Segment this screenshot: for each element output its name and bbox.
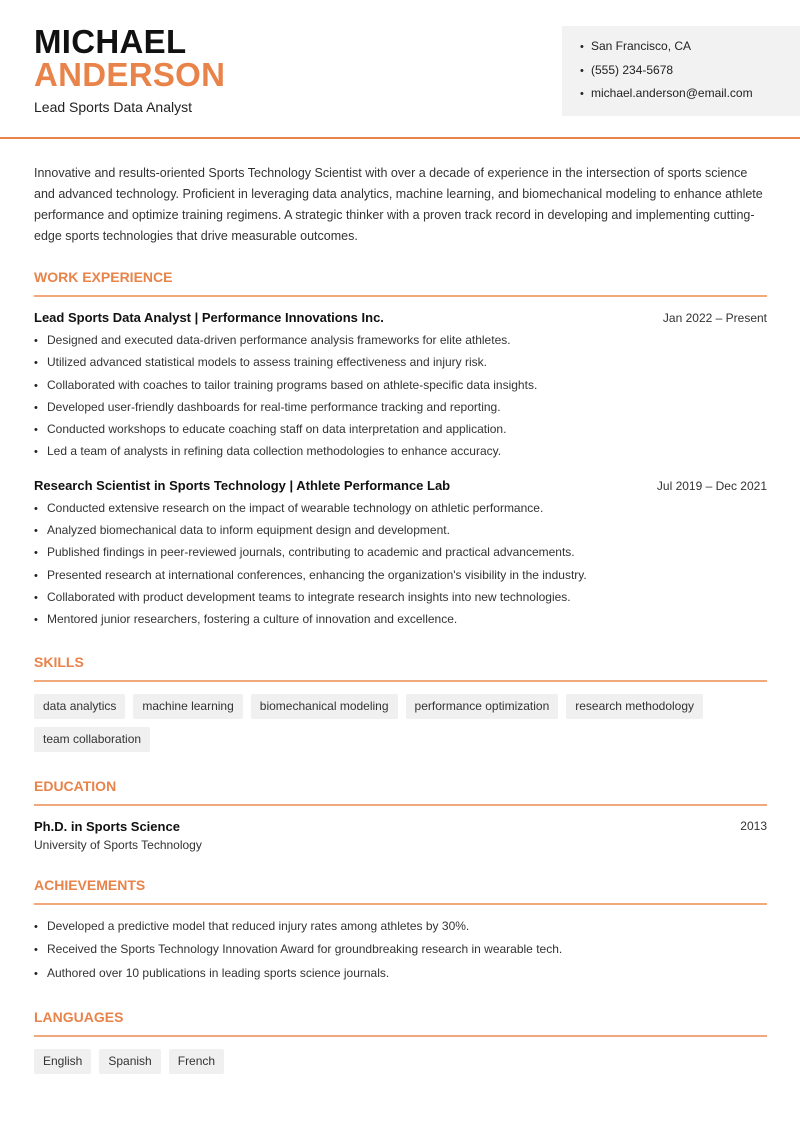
bullet-icon: • (34, 525, 38, 538)
section-title-skills: SKILLS (34, 653, 767, 682)
list-item (34, 441, 767, 463)
bullet-icon: • (580, 64, 584, 77)
job-header (34, 478, 767, 493)
skill-tag: machine learning (133, 694, 242, 719)
bullet-icon: • (34, 424, 38, 437)
list-item (34, 520, 767, 542)
skill-tag: team collaboration (34, 727, 150, 752)
bullet-icon: • (34, 379, 38, 392)
list-item (34, 397, 767, 419)
education-year: 2013 (740, 818, 767, 833)
list-item (34, 565, 767, 587)
job-dates: Jan 2022 – Present (662, 311, 767, 325)
bullet-icon: • (34, 920, 38, 933)
list-item (34, 609, 767, 631)
list-item (34, 352, 767, 374)
skill-tag: research methodology (566, 694, 703, 719)
list-item-text: Developed a predictive model that reduced injury rates among athletes by 30%. (47, 918, 470, 933)
job-role: Lead Sports Data Analyst | Performance Innovations Inc. (34, 310, 384, 325)
bullet-icon: • (34, 502, 38, 515)
first-name: MICHAEL (34, 23, 187, 60)
language-tags (34, 1049, 767, 1074)
education-entry (34, 819, 767, 852)
bullet-icon: • (34, 569, 38, 582)
list-item (34, 330, 767, 352)
list-item-text: Utilized advanced statistical models to assess training effectiveness and injury risk. (47, 355, 487, 370)
bullet-icon: • (34, 591, 38, 604)
achievements-list (34, 915, 767, 986)
job-entry (34, 478, 767, 632)
list-item (34, 962, 767, 986)
bullet-icon: • (34, 357, 38, 370)
list-item-text: Conducted workshops to educate coaching staff on data interpretation and application. (47, 422, 507, 437)
list-item (34, 938, 767, 962)
bullet-icon: • (34, 401, 38, 414)
bullet-icon: • (34, 547, 38, 560)
language-tag: French (169, 1049, 224, 1074)
contact-text[interactable]: michael.anderson@email.com (591, 86, 753, 100)
list-item-text: Analyzed biomechanical data to inform equipment design and development. (47, 523, 450, 538)
school-name: University of Sports Technology (34, 837, 202, 852)
bullet-icon: • (580, 88, 584, 100)
job-role: Research Scientist in Sports Technology | Athlete Performance Lab (34, 477, 451, 493)
contact-text: San Francisco, CA (591, 39, 692, 53)
list-item (34, 542, 767, 564)
bullet-icon: • (34, 614, 38, 627)
skill-tag: biomechanical modeling (251, 694, 398, 719)
skill-tag: data analytics (34, 694, 125, 719)
job-entry (34, 310, 767, 464)
degree: Ph.D. in Sports Science (34, 818, 180, 834)
last-name: ANDERSON (34, 56, 226, 93)
contact-phone (580, 62, 800, 86)
list-item-text: Collaborated with coaches to tailor training programs based on athlete-specific data insights. (47, 377, 538, 392)
resume-body (34, 163, 767, 1074)
bullet-icon: • (34, 944, 38, 957)
list-item-text: Authored over 10 publications in leading sports science journals. (47, 965, 390, 980)
contact-list (580, 38, 800, 109)
contact-box (562, 26, 800, 116)
section-title-languages: LANGUAGES (34, 1008, 767, 1037)
list-item (34, 419, 767, 441)
job-bullets (34, 330, 767, 464)
list-item-text: Led a team of analysts in refining data collection methodologies to enhance accuracy. (47, 444, 502, 459)
resume-header (0, 0, 800, 139)
education-header (34, 819, 767, 834)
section-title-work: WORK EXPERIENCE (34, 268, 767, 297)
list-item (34, 375, 767, 397)
list-item-text: Designed and executed data-driven performance analysis frameworks for elite athletes. (47, 333, 511, 347)
bullet-icon: • (34, 335, 38, 347)
contact-email[interactable] (580, 85, 800, 109)
bullet-icon: • (34, 967, 38, 980)
bullet-icon: • (34, 446, 38, 459)
list-item (34, 587, 767, 609)
section-title-education: EDUCATION (34, 777, 767, 806)
list-item-text: Conducted extensive research on the impact of wearable technology on athletic performance. (47, 500, 544, 515)
list-item (34, 498, 767, 520)
job-dates: Jul 2019 – Dec 2021 (656, 478, 767, 493)
job-header (34, 310, 767, 325)
job-title: Lead Sports Data Analyst (34, 99, 192, 115)
contact-text: (555) 234-5678 (591, 62, 674, 77)
list-item (34, 915, 767, 939)
list-item-text: Developed user-friendly dashboards for real-time performance tracking and reporting. (47, 399, 501, 414)
bullet-icon: • (580, 41, 584, 53)
language-tag: English (34, 1049, 91, 1074)
list-item-text: Presented research at international conferences, enhancing the organization's visibility in the industry. (47, 567, 587, 582)
list-item-text: Received the Sports Technology Innovation Award for groundbreaking research in wearable tech. (47, 942, 563, 957)
section-title-achievements: ACHIEVEMENTS (34, 876, 767, 905)
skills-tags (34, 694, 767, 752)
list-item-text: Collaborated with product development teams to integrate research insights into new technologies. (47, 589, 571, 604)
language-tag: Spanish (99, 1049, 160, 1074)
skill-tag: performance optimization (406, 694, 559, 719)
list-item-text: Published findings in peer-reviewed journals, contributing to academic and practical advancements. (47, 545, 575, 560)
job-bullets (34, 498, 767, 632)
list-item-text: Mentored junior researchers, fostering a culture of innovation and excellence. (47, 612, 458, 627)
contact-location (580, 38, 800, 62)
summary: Innovative and results-oriented Sports Technology Scientist with over a decade of experience in the intersection of sports science and advanced technology. Proficient in leveraging data analytics, machine learning, and biomechanical modeling to enhance athlete performance and optimize training regimens. A strategic thinker with a proven track record in developing and implementing cutting-edge sports technologies that drive measurable outcomes. (34, 166, 763, 243)
